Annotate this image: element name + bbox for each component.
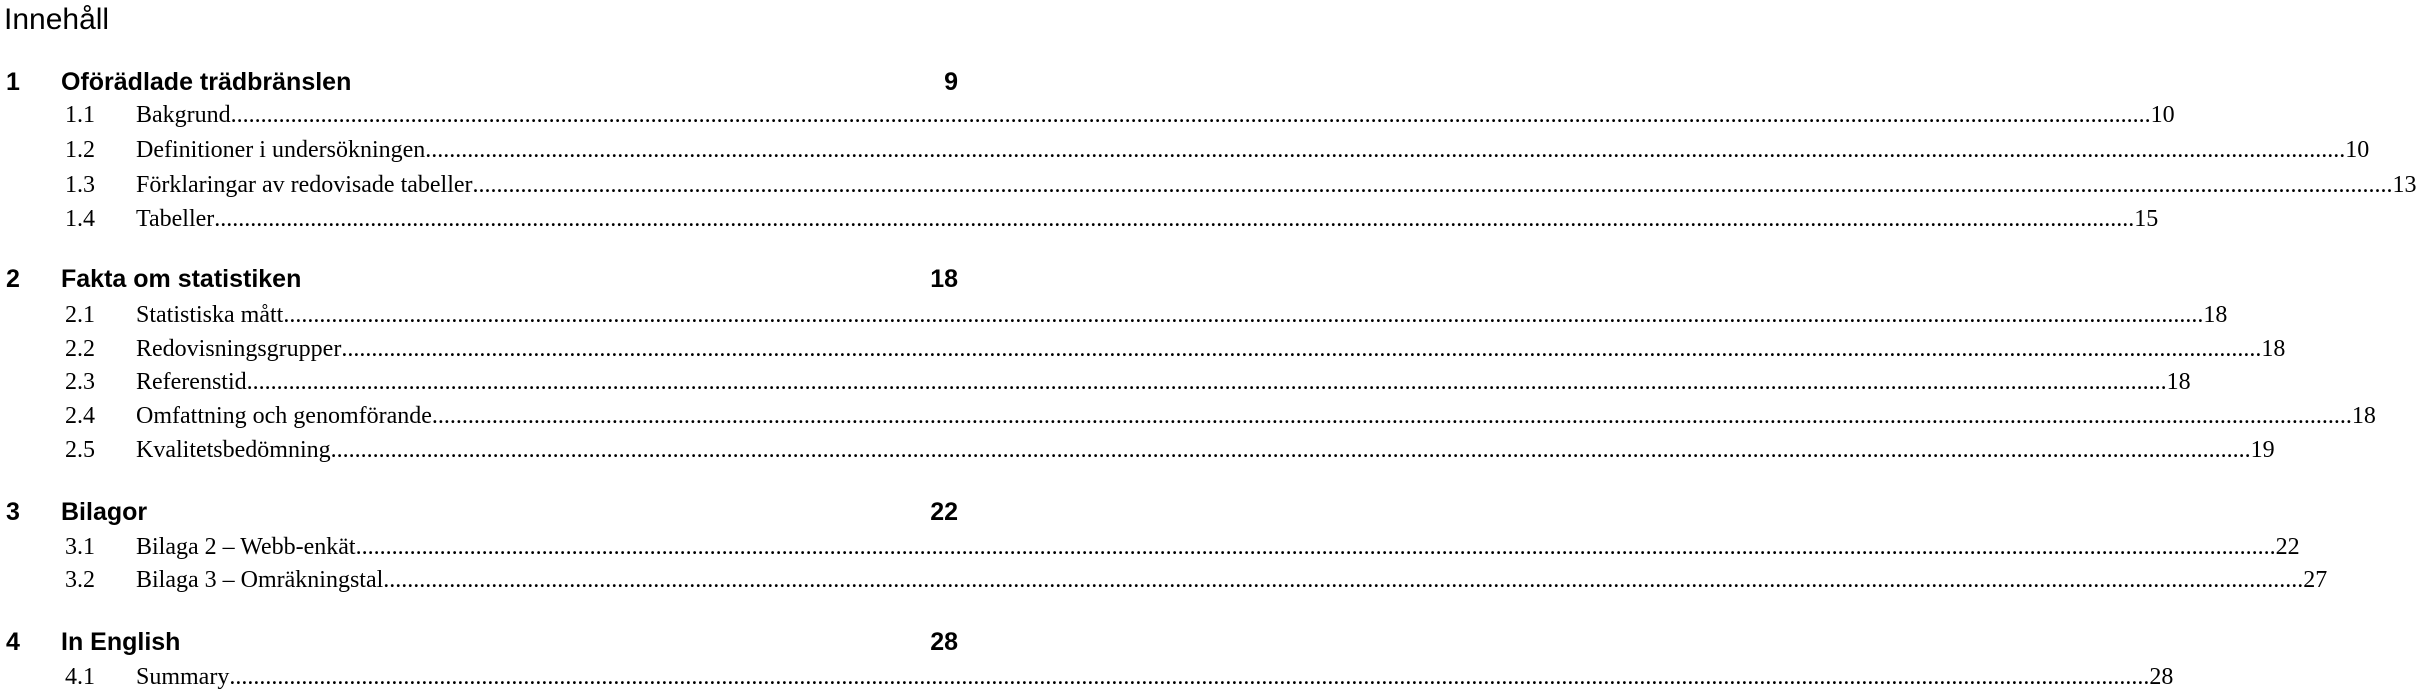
entry-number: 2.5	[65, 437, 95, 463]
chapter-title: In English	[61, 628, 181, 656]
entry-number: 3.1	[65, 534, 95, 560]
entry-number: 1.3	[65, 172, 95, 198]
entry-title: Referenstid	[136, 369, 247, 395]
toc-chapter-3[interactable]	[6, 497, 958, 527]
dot-leader: ................................................................................................................................................................................................................................................................................................................................	[472, 172, 2393, 198]
entry-title: Tabeller	[136, 206, 215, 232]
toc-entry-2-3[interactable]	[65, 367, 2191, 397]
entry-number: 1.2	[65, 137, 95, 163]
dot-leader: ................................................................................................................................................................................................................................................................................................................................	[341, 336, 2262, 362]
dot-leader: ................................................................................................................................................................................................................................................................................................................................	[383, 567, 2304, 593]
toc-chapter-4[interactable]	[6, 627, 958, 657]
toc-entry-3-2[interactable]	[65, 565, 2328, 595]
entry-number: 1.1	[65, 102, 95, 128]
chapter-page: 18	[930, 265, 958, 293]
entry-page: 10	[2150, 102, 2175, 128]
toc-entry-2-4[interactable]	[65, 401, 2376, 431]
toc-entry-1-3[interactable]	[65, 170, 2417, 200]
dot-leader: ................................................................................................................................................................................................................................................................................................................................	[214, 206, 2135, 232]
toc-entry-2-1[interactable]	[65, 300, 2228, 330]
chapter-page: 9	[944, 68, 958, 96]
toc-entry-2-5[interactable]	[65, 435, 2275, 465]
entry-number: 3.2	[65, 567, 95, 593]
entry-page: 18	[2351, 403, 2376, 429]
entry-title: Bilaga 2 – Webb-enkät	[136, 534, 356, 560]
toc-entry-1-4[interactable]	[65, 204, 2159, 234]
chapter-title: Fakta om statistiken	[61, 265, 302, 293]
entry-page: 27	[2303, 567, 2328, 593]
dot-leader: ................................................................................................................................................................................................................................................................................................................................	[355, 534, 2276, 560]
dot-leader: ................................................................................................................................................................................................................................................................................................................................	[431, 403, 2352, 429]
entry-page: 18	[2166, 369, 2191, 395]
toc-entry-1-1[interactable]	[65, 100, 2175, 130]
entry-number: 2.4	[65, 403, 95, 429]
entry-page: 28	[2149, 664, 2174, 690]
entry-number: 2.3	[65, 369, 95, 395]
dot-leader: ................................................................................................................................................................................................................................................................................................................................	[283, 302, 2204, 328]
entry-title: Summary	[136, 664, 230, 690]
chapter-number: 4	[6, 628, 20, 656]
dot-leader: ................................................................................................................................................................................................................................................................................................................................	[229, 664, 2150, 690]
entry-page: 15	[2134, 206, 2159, 232]
dot-leader: ................................................................................................................................................................................................................................................................................................................................	[230, 102, 2151, 128]
chapter-title: Bilagor	[61, 498, 148, 526]
entry-number: 4.1	[65, 664, 95, 690]
dot-leader: ................................................................................................................................................................................................................................................................................................................................	[330, 437, 2251, 463]
chapter-title: Oförädlade trädbränslen	[61, 68, 352, 96]
toc-entry-3-1[interactable]	[65, 532, 2300, 562]
toc-entry-4-1[interactable]	[65, 662, 2174, 692]
entry-title: Bakgrund	[136, 102, 231, 128]
chapter-number: 3	[6, 498, 20, 526]
chapter-number: 1	[6, 68, 20, 96]
toc-entry-2-2[interactable]	[65, 334, 2286, 364]
entry-page: 10	[2345, 137, 2370, 163]
chapter-page: 22	[930, 498, 958, 526]
entry-title: Kvalitetsbedömning	[136, 437, 331, 463]
entry-title: Bilaga 3 – Omräkningstal	[136, 567, 384, 593]
dot-leader: ................................................................................................................................................................................................................................................................................................................................	[246, 369, 2167, 395]
entry-title: Omfattning och genomförande	[136, 403, 432, 429]
chapter-page: 28	[930, 628, 958, 656]
dot-leader: ................................................................................................................................................................................................................................................................................................................................	[425, 137, 2346, 163]
entry-page: 19	[2250, 437, 2275, 463]
entry-number: 1.4	[65, 206, 95, 232]
entry-number: 2.1	[65, 302, 95, 328]
toc-chapter-2[interactable]	[6, 264, 958, 294]
toc-entry-1-2[interactable]	[65, 135, 2370, 165]
entry-page: 13	[2392, 172, 2417, 198]
entry-page: 18	[2261, 336, 2286, 362]
toc-chapter-1[interactable]	[6, 67, 958, 97]
entry-title: Definitioner i undersökningen	[136, 137, 426, 163]
entry-title: Förklaringar av redovisade tabeller	[136, 172, 473, 198]
entry-number: 2.2	[65, 336, 95, 362]
page-title: Innehåll	[4, 3, 110, 36]
entry-title: Statistiska mått	[136, 302, 284, 328]
entry-title: Redovisningsgrupper	[136, 336, 342, 362]
chapter-number: 2	[6, 265, 20, 293]
entry-page: 22	[2275, 534, 2300, 560]
entry-page: 18	[2203, 302, 2228, 328]
